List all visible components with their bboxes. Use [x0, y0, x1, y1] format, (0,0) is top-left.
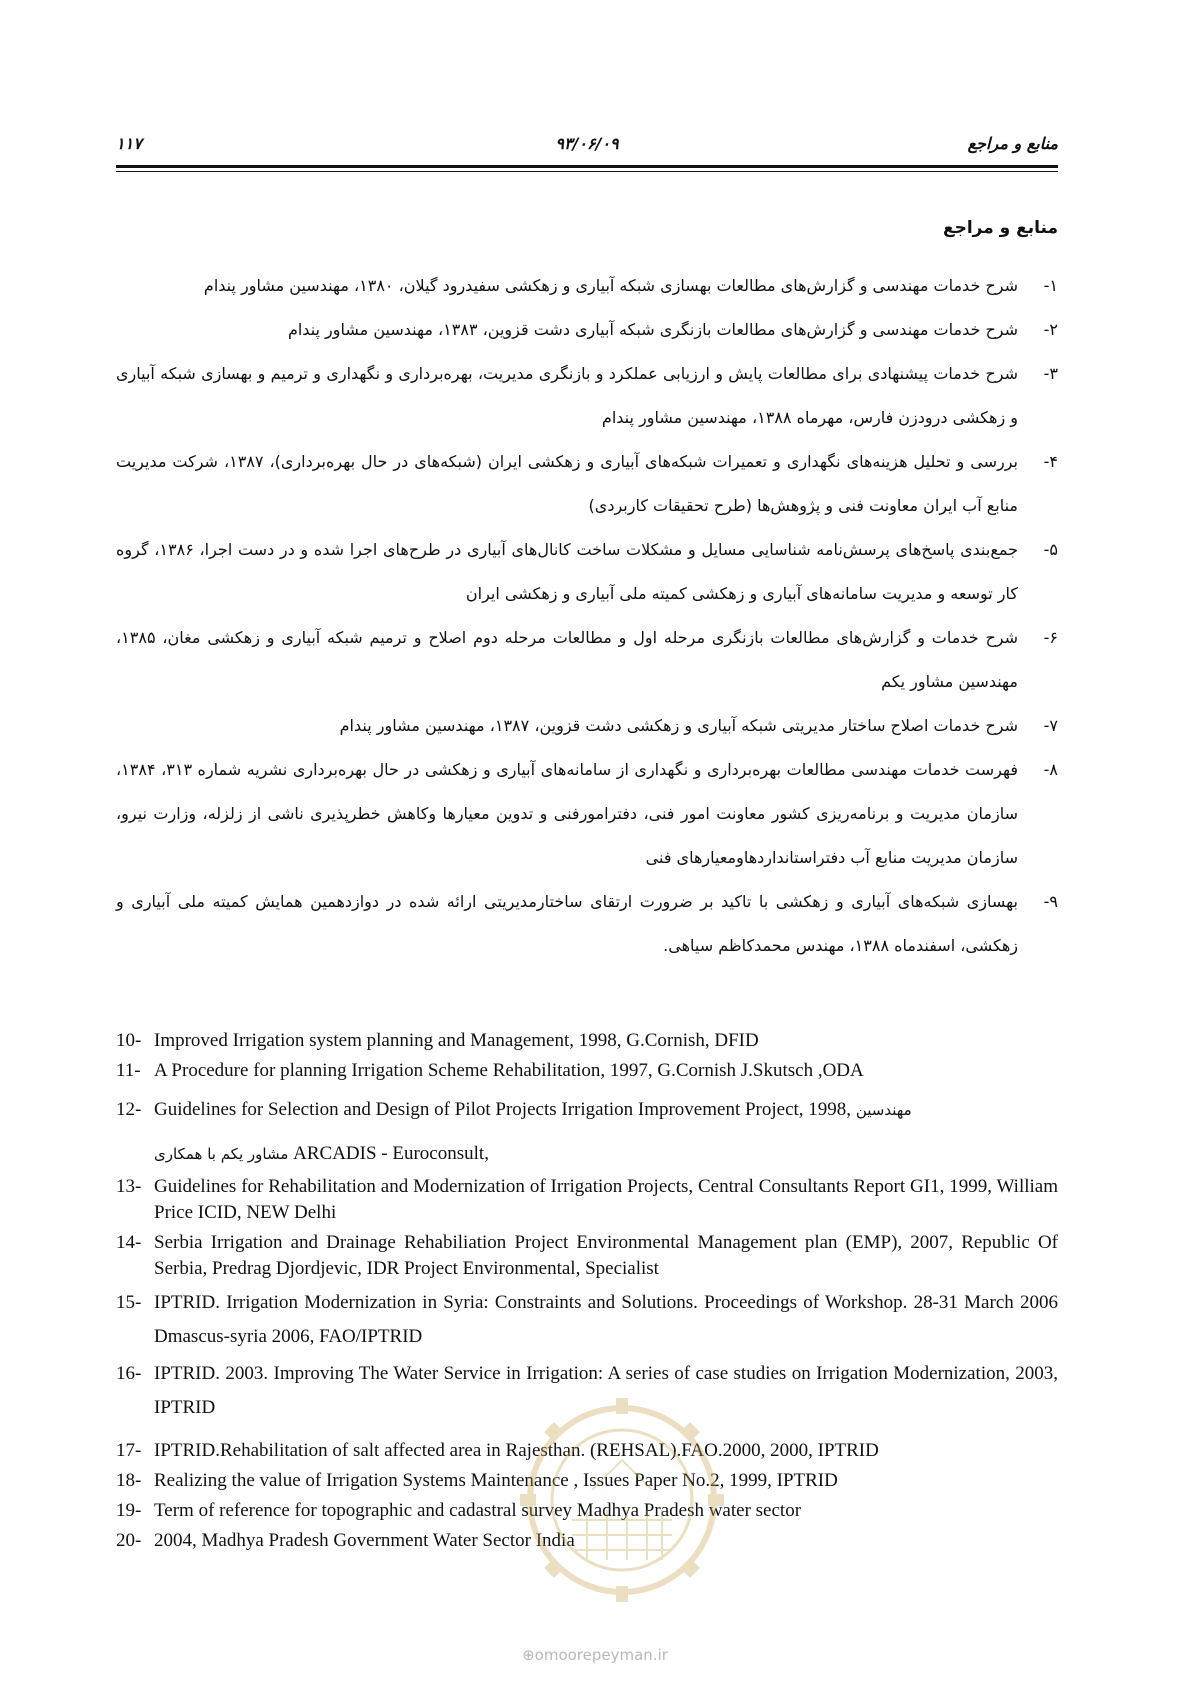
section-title: منابع و مراجع — [942, 218, 1058, 238]
header-rule-thick — [116, 165, 1058, 168]
reference-number: 16- — [116, 1363, 142, 1384]
reference-text: ARCADIS - Euroconsult, — [293, 1143, 489, 1164]
watermark-url: ⊕omoorepeyman.ir — [522, 1646, 668, 1664]
reference-text: IPTRID. Irrigation Modernization in Syria: Constraints and Solutions. Proceedings of Workshop. 28-31 March 2006 Dmascus-syria 2006, FAO/IPTRID — [154, 1292, 1058, 1347]
reference-item — [116, 528, 1058, 616]
reference-number: ۹- — [1043, 892, 1058, 911]
reference-item — [116, 440, 1058, 528]
reference-number: 11- — [116, 1060, 141, 1081]
reference-number: ۲- — [1043, 320, 1058, 339]
reference-item — [116, 748, 1058, 880]
reference-item — [116, 1286, 1058, 1354]
reference-item — [116, 880, 1058, 968]
reference-number: 15- — [116, 1292, 142, 1313]
reference-number: 18- — [116, 1470, 142, 1491]
reference-text: Guidelines for Selection and Design of Pilot Projects Irrigation Improvement Project, 1998, — [154, 1099, 852, 1120]
english-reference-list-a — [116, 1028, 1058, 1176]
reference-text: شرح خدمات و گزارش‌های مطالعات بازنگری مرحله اول و مطالعات مرحله دوم اصلاح و ترمیم شبکه آبیاری و زهکشی مغان، ۱۳۸۵، مهندسین مشاور یکم — [116, 628, 1018, 691]
reference-item — [116, 352, 1058, 440]
reference-number: 20- — [116, 1530, 142, 1551]
reference-text: IPTRID.Rehabilitation of salt affected area in Rajesthan. (REHSAL).FAO.2000, 2000, IPTRID — [154, 1440, 879, 1461]
reference-number: ۶- — [1043, 628, 1058, 647]
reference-number: 17- — [116, 1440, 142, 1461]
reference-text: جمع‌بندی پاسخ‌های پرسش‌نامه شناسایی مسایل و مشکلات ساخت کانال‌های آبیاری در طرح‌های اجرا شده و در دست اجرا، ۱۳۸۶، گروه کار توسعه و مدیریت سامانه‌های آبیاری و زهکشی کمیته ملی آبیاری و زهکشی ایران — [116, 540, 1018, 603]
reference-item — [116, 616, 1058, 704]
gear-seal-logo-icon — [492, 1390, 752, 1630]
reference-text: Serbia Irrigation and Drainage Rehabiliation Project Environmental Management plan (EMP), 2007, Republic Of Serbia, Predrag Djordjevic, IDR Project Environmental, Specialist — [154, 1232, 1058, 1279]
reference-text-persian: مهندسین — [855, 1101, 912, 1119]
header-rule-thin — [116, 171, 1058, 172]
reference-text: Improved Irrigation system planning and Management, 1998, G.Cornish, DFID — [154, 1030, 759, 1051]
reference-text: شرح خدمات اصلاح ساختار مدیریتی شبکه آبیاری و زهکشی دشت قزوین، ۱۳۸۷، مهندسین مشاور پندام — [339, 716, 1018, 735]
reference-item — [116, 308, 1058, 352]
reference-item — [116, 1174, 1058, 1226]
persian-reference-list — [116, 264, 1058, 968]
reference-number: 13- — [116, 1176, 142, 1197]
header-page-number: ۱۱۷ — [116, 134, 142, 153]
reference-text: بهسازی شبکه‌های آبیاری و زهکشی با تاکید بر ضرورت ارتقای ساختارمدیریتی ارائه شده در دوازدهمین همایش کمیته ملی آبیاری و زهکشی، اسفندماه ۱۳۸۸، مهندس محمدکاظم سیاهی. — [116, 892, 1018, 955]
reference-text: A Procedure for planning Irrigation Scheme Rehabilitation, 1997, G.Cornish J.Skutsch ,ODA — [154, 1060, 864, 1081]
reference-item — [116, 1088, 1058, 1176]
reference-text: Realizing the value of Irrigation Systems Maintenance , Issues Paper No.2, 1999, IPTRID — [154, 1470, 838, 1491]
reference-item — [116, 1230, 1058, 1282]
english-reference-list-b — [116, 1174, 1058, 1282]
reference-number: 10- — [116, 1030, 142, 1051]
reference-number: 19- — [116, 1500, 142, 1521]
reference-item — [116, 1058, 1058, 1084]
reference-text: Term of reference for topographic and cadastral survey Madhya Pradesh water sector — [154, 1500, 802, 1521]
reference-number: 14- — [116, 1232, 142, 1253]
reference-number: ۱- — [1043, 276, 1058, 295]
reference-number: ۳- — [1043, 364, 1058, 383]
reference-item — [116, 704, 1058, 748]
watermark-url-text: omoorepeyman.ir — [534, 1646, 668, 1664]
reference-text: 2004, Madhya Pradesh Government Water Sector India — [154, 1530, 575, 1551]
reference-text: IPTRID. 2003. Improving The Water Service in Irrigation: A series of case studies on Irrigation Modernization, 2003, IPTRID — [154, 1363, 1058, 1418]
reference-text-persian: مشاور یکم با همکاری — [154, 1145, 289, 1163]
reference-number: ۴- — [1043, 452, 1058, 471]
page-header — [116, 128, 1058, 158]
header-section-name: منابع و مراجع — [967, 134, 1058, 153]
reference-item — [116, 264, 1058, 308]
reference-text: شرح خدمات مهندسی و گزارش‌های مطالعات بهسازی شبکه آبیاری و زهکشی سفیدرود گیلان، ۱۳۸۰، مهندسین مشاور پندام — [203, 276, 1018, 295]
reference-text: شرح خدمات پیشنهادی برای مطالعات پایش و ارزیابی عملکرد و بازنگری مدیریت، بهره‌برداری و نگهداری و ترمیم و بهسازی شبکه آبیاری و زهکشی درودزن فارس، مهرماه ۱۳۸۸، مهندسین مشاور پندام — [116, 364, 1018, 427]
header-date: ۹۳/۰۶/۰۹ — [555, 134, 619, 153]
reference-number: ۵- — [1043, 540, 1058, 559]
reference-text: فهرست خدمات مهندسی مطالعات بهره‌برداری و نگهداری از سامانه‌های آبیاری و زهکشی در حال بهره‌برداری نشریه شماره ۳۱۳، ۱۳۸۴، سازمان مدیریت و برنامه‌ریزی کشور معاونت امور فنی، دفترامورفنی و تدوین معیارها وکاهش خطرپذیری ناشی از زلزله، وزارت نیرو، سازمان مدیریت منابع آب دفتراستانداردهاومعیارهای فنی — [116, 760, 1019, 867]
reference-number: ۸- — [1043, 760, 1058, 779]
reference-number: ۷- — [1043, 716, 1058, 735]
reference-text: Guidelines for Rehabilitation and Modernization of Irrigation Projects, Central Consultants Report GI1, 1999, William Price ICID, NEW Delhi — [154, 1176, 1058, 1223]
reference-number: 12- — [116, 1099, 142, 1120]
reference-item — [116, 1028, 1058, 1054]
reference-text: بررسی و تحلیل هزینه‌های نگهداری و تعمیرات شبکه‌های آبیاری و زهکشی ایران (شبکه‌های در حال بهره‌برداری)، ۱۳۸۷، شرکت مدیریت منابع آب ایران معاونت فنی و پژوهش‌ها (طرح تحقیقات کاربردی) — [116, 452, 1019, 515]
reference-text: شرح خدمات مهندسی و گزارش‌های مطالعات بازنگری شبکه آبیاری دشت قزوین، ۱۳۸۳، مهندسین مشاور پندام — [287, 320, 1018, 339]
